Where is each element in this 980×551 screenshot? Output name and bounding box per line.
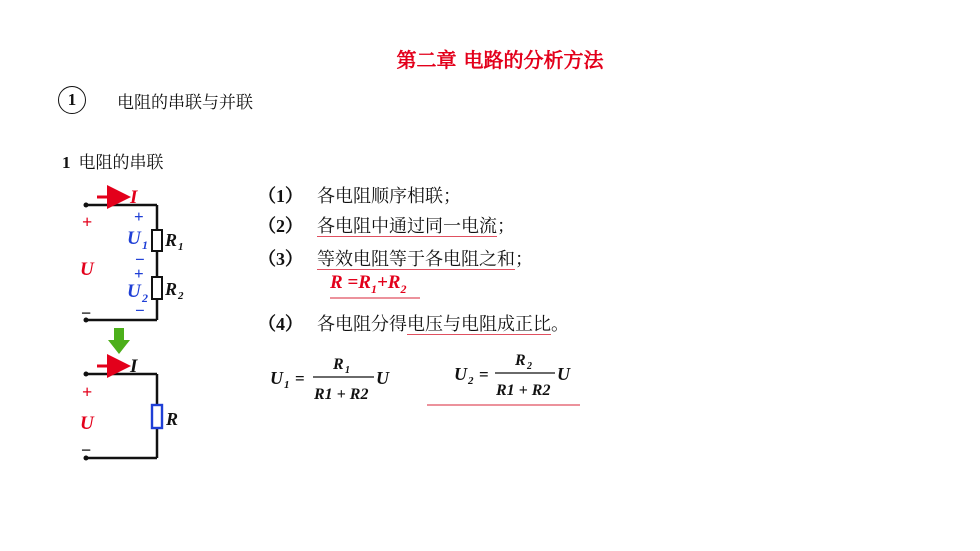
svg-text:=: =: [479, 365, 489, 384]
u2-minus: −: [135, 301, 145, 320]
u2-plus: +: [134, 264, 144, 283]
resistor-name-labels: [164, 230, 184, 302]
svg-text:R: R: [333, 356, 344, 373]
svg-text:R1 + R2: R1 + R2: [496, 382, 551, 399]
item-1-text: 各电阻顺序相联；: [317, 186, 461, 207]
item-2-number: （2）: [258, 216, 303, 236]
resistor-r2: [152, 277, 162, 299]
equivalent-resistance-formula: $R =R_1+R_2$: [330, 272, 407, 296]
source-minus-top: −: [81, 303, 92, 323]
formula-u1: [270, 356, 390, 403]
r2-label: R: [165, 279, 178, 299]
svg-text:U: U: [557, 364, 570, 384]
svg-text:U: U: [270, 368, 283, 388]
r2-subscript: 2: [178, 290, 184, 302]
item-2-text: 各电阻中通过同一电流: [317, 216, 497, 237]
item-4-text: 电压与电阻成正比: [407, 314, 551, 335]
item-2-punct: ；: [497, 216, 515, 237]
section-title: 电阻的串联与并联: [117, 93, 253, 113]
u1-subscript: 1: [142, 238, 148, 252]
section-number-circle: 1: [58, 86, 86, 114]
resistor-r1: [152, 230, 162, 251]
current-label-bottom: I: [130, 356, 138, 377]
svg-text:2: 2: [468, 375, 474, 387]
item-4-text-pre: 各电阻分得: [317, 314, 407, 335]
u1-plus: +: [134, 207, 144, 226]
item-1-number: （1）: [258, 186, 303, 206]
source-minus-bottom: −: [81, 440, 92, 460]
terminal-top-dot: [84, 203, 89, 208]
source-plus-bottom: +: [82, 382, 93, 402]
item-4-number: （4）: [258, 314, 303, 334]
subsection-label: 电阻的串联: [78, 153, 164, 173]
svg-text:R: R: [515, 352, 526, 369]
eq-terminal-top-dot: [84, 372, 89, 377]
source-plus-top: +: [82, 212, 93, 232]
formula-u2: [454, 352, 571, 399]
svg-text:U: U: [376, 368, 389, 388]
resistor-voltage-labels: [127, 207, 148, 320]
r-label: R: [166, 409, 179, 429]
u2-subscript: 2: [142, 291, 148, 305]
svg-text:U: U: [454, 364, 467, 384]
item-3-number: （3）: [258, 249, 303, 269]
svg-text:R1 + R2: R1 + R2: [314, 386, 369, 403]
svg-text:2: 2: [527, 361, 532, 372]
equivalent-circuit: [86, 374, 157, 458]
current-label-top: I: [130, 187, 138, 208]
svg-text:=: =: [295, 369, 305, 388]
source-u-top: U: [80, 259, 94, 280]
r1-label: R: [165, 230, 178, 250]
source-u-bottom: U: [80, 413, 94, 434]
svg-text:1: 1: [284, 379, 290, 391]
page-title: 第二章 电路的分析方法: [396, 48, 604, 72]
resistor-r: [152, 405, 162, 428]
u1-minus: −: [135, 250, 145, 269]
item-3-text: 等效电阻等于各电阻之和: [317, 249, 515, 270]
item-3-punct: ；: [515, 249, 533, 270]
u2-label: U: [127, 281, 141, 302]
subsection-number: 1: [62, 153, 71, 172]
svg-text:1: 1: [345, 365, 350, 376]
u1-label: U: [127, 228, 141, 249]
r1-subscript: 1: [178, 241, 184, 253]
item-4-punct: 。: [551, 314, 569, 335]
equivalence-arrow-icon: [108, 328, 130, 354]
